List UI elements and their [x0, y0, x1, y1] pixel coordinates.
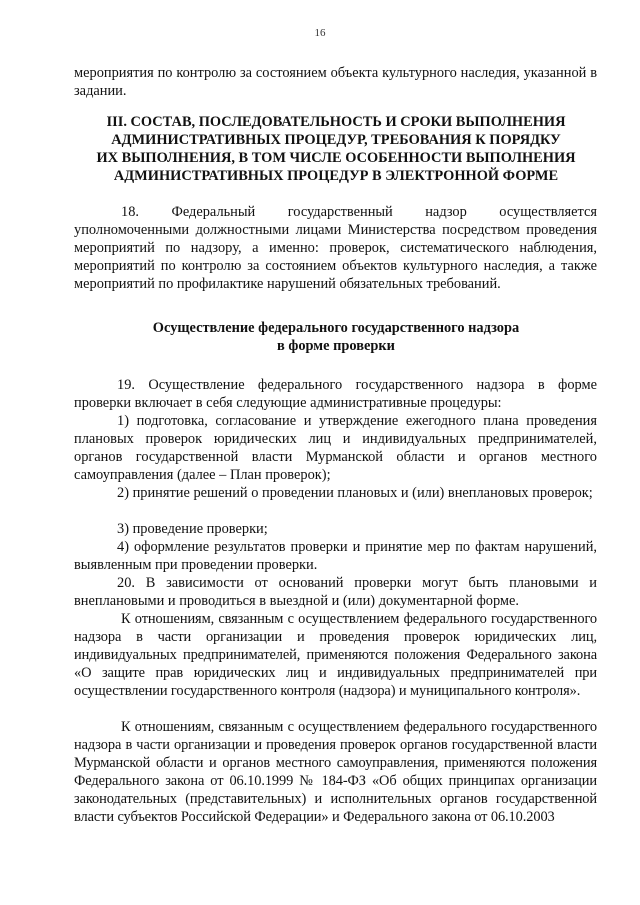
list-item: 4) оформление результатов проверки и принятие мер по фактам нарушений, выявленным при проведении проверки. — [74, 539, 597, 573]
subheading-line: Осуществление федерального государственного надзора — [152, 320, 520, 336]
intro-paragraph: мероприятия по контролю за состоянием объекта культурного наследия, указанной в задании. — [74, 65, 597, 99]
subheading — [60, 319, 612, 355]
section-title-line: III. СОСТАВ, ПОСЛЕДОВАТЕЛЬНОСТЬ И СРОКИ ВЫПОЛНЕНИЯ — [106, 114, 566, 130]
list-item: 1) подготовка, согласование и утверждение ежегодного плана проведения плановых проверок юридических лиц и индивидуальных предпринимателей, органов государственной власти Мурманской области и органов местного самоуправления (далее – План проверок); — [74, 413, 597, 483]
subheading-line: в форме проверки — [277, 338, 395, 354]
list-item: 2) принятие решений о проведении плановых и (или) внеплановых проверок; — [117, 485, 593, 501]
paragraph-relations-1: К отношениям, связанным с осуществлением федерального государственного надзора в части организации и проведения проверок юридических лиц, индивидуальных предпринимателей, применяются положения Федерального закона «О защите прав юридических лиц и индивидуальных предпринимателей при осуществлении государственного контроля (надзора) и муниципального контроля». — [74, 611, 597, 699]
paragraph-relations-2: К отношениям, связанным с осуществлением федерального государственного надзора в части организации и проведения проверок органов государственной власти Мурманской области и органов местного самоуправления, применяются положения Федерального закона от 06.10.1999 № 184-ФЗ «Об общих принципах организации законодательных (представительных) и исполнительных органов государственной власти субъектов Российской Федерации» и Федерального закона от 06.10.2003 — [74, 719, 597, 825]
page-number: 16 — [314, 27, 326, 39]
paragraph-19: 19. Осуществление федерального государственного надзора в форме проверки включает в себя следующие административные процедуры: — [74, 377, 597, 411]
section-title-line: АДМИНИСТРАТИВНЫХ ПРОЦЕДУР В ЭЛЕКТРОННОЙ ФОРМЕ — [113, 168, 559, 184]
paragraph-20: 20. В зависимости от оснований проверки могут быть плановыми и внеплановыми и проводиться в выездной и (или) документарной форме. — [74, 575, 597, 609]
section-title-line: ИХ ВЫПОЛНЕНИЯ, В ТОМ ЧИСЛЕ ОСОБЕННОСТИ ВЫПОЛНЕНИЯ — [96, 150, 576, 166]
section-title-line: АДМИНИСТРАТИВНЫХ ПРОЦЕДУР, ТРЕБОВАНИЯ К ПОРЯДКУ — [111, 132, 561, 148]
list-item: 3) проведение проверки; — [117, 521, 268, 537]
paragraph-18: 18. Федеральный государственный надзор осуществляется уполномоченными должностными лицами Министерства посредством проведения мероприятий по надзору, а именно: проверок, систематического наблюдения, мероприятий по контролю за состоянием объектов культурного наследия, а также мероприятий по профилактике нарушений обязательных требований. — [74, 204, 597, 292]
section-title — [60, 113, 612, 185]
